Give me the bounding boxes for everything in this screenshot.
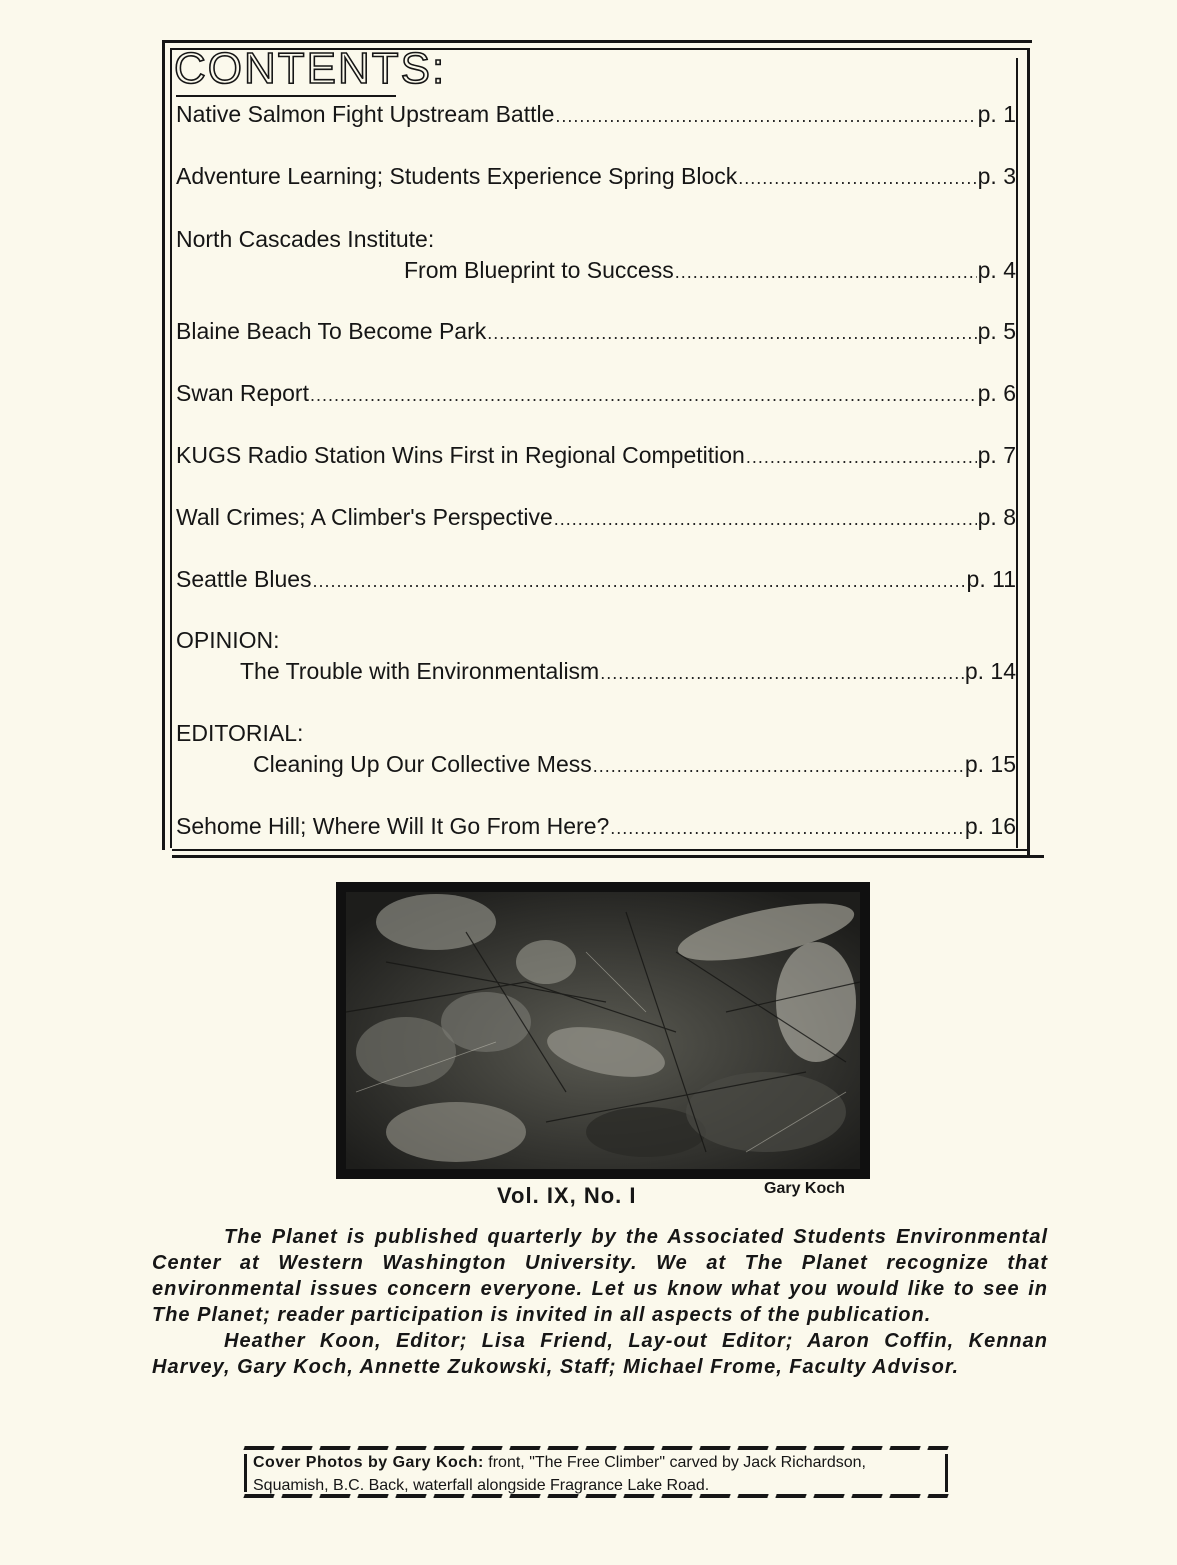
toc-page: p. 15 [964, 751, 1016, 777]
frame-rule-right-outer [1027, 48, 1030, 856]
cover-credit-text [253, 1451, 943, 1497]
frame-rule-right-inner [1016, 58, 1018, 848]
toc-page: p. 16 [964, 813, 1016, 839]
dot-leader [746, 443, 977, 471]
toc-title: Seattle Blues [176, 566, 312, 592]
toc-entry[interactable] [176, 225, 1016, 286]
toc-title: Cleaning Up Our Collective Mess [253, 751, 592, 777]
toc-page: p. 3 [977, 163, 1016, 189]
toc-page: p. 8 [977, 504, 1016, 530]
box-bar-right [945, 1454, 948, 1492]
toc-page: p. 1 [977, 101, 1016, 127]
dashed-rule-bottom [243, 1494, 948, 1498]
frame-rule-bottom-outer [172, 855, 1044, 858]
toc-title: Wall Crimes; A Climber's Perspective [176, 504, 553, 530]
cover-photo [336, 882, 870, 1179]
masthead-text [152, 1224, 1048, 1380]
toc-page: p. 4 [977, 257, 1016, 283]
toc-entry[interactable] [176, 441, 1016, 471]
dashed-rule-top [243, 1446, 948, 1450]
dot-leader [313, 567, 966, 595]
toc-page: p. 6 [977, 380, 1016, 406]
frame-rule-bottom-inner [172, 849, 1027, 851]
toc-title: Adventure Learning; Students Experience Spring Block [176, 163, 738, 189]
toc-title: Swan Report [176, 380, 309, 406]
staff-paragraph: Heather Koon, Editor; Lisa Friend, Lay-out Editor; Aaron Coffin, Kennan Harvey, Gary Koch, Annette Zukowski, Staff; Michael Frome, Faculty Advisor. [152, 1330, 1048, 1378]
toc-entry[interactable] [176, 162, 1016, 192]
frame-rule-left-outer [162, 42, 165, 850]
contents-heading-underline [176, 95, 396, 97]
toc-section-label: OPINION: [176, 627, 280, 653]
toc-title: From Blueprint to Success [404, 257, 674, 283]
dot-leader [310, 381, 977, 409]
dot-leader [487, 319, 976, 347]
toc-entry[interactable] [176, 565, 1016, 595]
cover-photo-credit-box [244, 1446, 948, 1498]
toc-page: p. 5 [977, 318, 1016, 344]
toc-section-label: North Cascades Institute: [176, 226, 435, 252]
toc-title: KUGS Radio Station Wins First in Regional Competition [176, 442, 745, 468]
masthead-paragraph: The Planet is published quarterly by the Associated Students Environmental Center at Western Washington University. We at The Planet recognize that environmental issues concern everyone. Let us know what you would like to see in The Planet; reader participation is invited in all aspects of the publication. [152, 1226, 1048, 1326]
toc-entry[interactable] [176, 812, 1016, 842]
toc-entry[interactable] [176, 379, 1016, 409]
frame-rule-left-inner [170, 48, 172, 848]
toc-page: p. 7 [977, 442, 1016, 468]
toc-section-label: EDITORIAL: [176, 720, 304, 746]
toc-title: Native Salmon Fight Upstream Battle [176, 101, 555, 127]
toc-page: p. 11 [966, 566, 1016, 592]
dot-leader [610, 814, 964, 842]
dot-leader [675, 258, 977, 286]
cover-credit-label: Cover Photos by Gary Koch: [253, 1454, 484, 1471]
forest-floor-photo [346, 892, 860, 1169]
photo-credit: Gary Koch [764, 1180, 845, 1197]
dot-leader [554, 505, 977, 533]
toc-entry[interactable] [176, 626, 1016, 687]
dot-leader [593, 752, 964, 780]
box-bar-left [244, 1454, 247, 1492]
toc-entry[interactable] [176, 100, 1016, 130]
toc-title: Sehome Hill; Where Will It Go From Here? [176, 813, 610, 839]
toc-title: The Trouble with Environmentalism [240, 658, 600, 684]
toc-title: Blaine Beach To Become Park [176, 318, 487, 344]
toc-entry[interactable] [176, 719, 1016, 780]
photo-image [346, 892, 860, 1169]
dot-leader [600, 659, 964, 687]
dot-leader [738, 164, 976, 192]
dot-leader [555, 102, 976, 130]
contents-heading: CONTENTS: [174, 44, 447, 93]
volume-label: Vol. IX, No. I [497, 1183, 637, 1208]
toc-entry[interactable] [176, 317, 1016, 347]
toc-page: p. 14 [964, 658, 1016, 684]
cover-credit-body: front, "The Free Climber" carved by Jack Richardson, Squamish, B.C. Back, waterfall alongside Fragrance Lake Road. [253, 1454, 866, 1494]
frame-rule-top-outer [162, 40, 1032, 43]
toc-entry[interactable] [176, 503, 1016, 533]
